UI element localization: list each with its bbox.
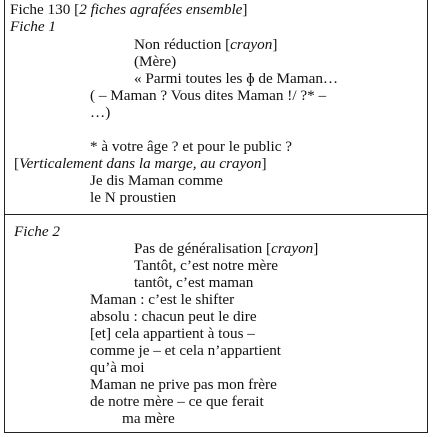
card1-header-note: 2 fiches agrafées ensemble — [79, 1, 243, 18]
card2-line-1: Pas de généralisation [crayon] — [134, 240, 319, 257]
card2-line-8: qu’à moi — [90, 359, 145, 376]
card2-line-9: Maman ne prive pas mon frère — [90, 376, 277, 393]
card1-header: Fiche 130 [2 fiches agrafées ensemble] — [10, 1, 248, 18]
card-divider — [4, 214, 428, 215]
card2-line-2: Tantôt, c’est notre mère — [134, 257, 278, 274]
card1-subtitle: Fiche 1 — [10, 18, 56, 35]
card1-line-6: Je dis Maman comme — [90, 172, 223, 189]
card1-line-4: ( – Maman ? Vous dites Maman !/ ?* – — [90, 87, 327, 104]
card1-margin-note: [Verticalement dans la marge, au crayon] — [14, 155, 267, 172]
transcription-table — [4, 0, 428, 433]
card2-line-10: de notre mère – ce que ferait — [90, 393, 264, 410]
card1-line-3: « Parmi toutes les ɸ de Maman… — [134, 70, 339, 87]
card2-line-4: Maman : c’est le shifter — [90, 291, 235, 308]
card2-line-5: absolu : chacun peut le dire — [90, 308, 257, 325]
card1-line-7: le N proustien — [90, 189, 177, 206]
card2-line-3: tantôt, c’est maman — [134, 274, 254, 291]
card2-subtitle: Fiche 2 — [14, 223, 60, 240]
card2-line-6: [et] cela appartient à tous – — [90, 325, 255, 342]
card1-footnote: * à votre âge ? et pour le public ? — [90, 138, 292, 155]
card1-line-1: Non réduction [crayon] — [134, 36, 278, 53]
card2-line-11: ma mère — [122, 410, 175, 427]
card2-line-7: comme je – et cela n’appartient — [90, 342, 282, 359]
card1-line-5: …) — [90, 104, 111, 121]
card1-line-2: (Mère) — [134, 53, 177, 70]
